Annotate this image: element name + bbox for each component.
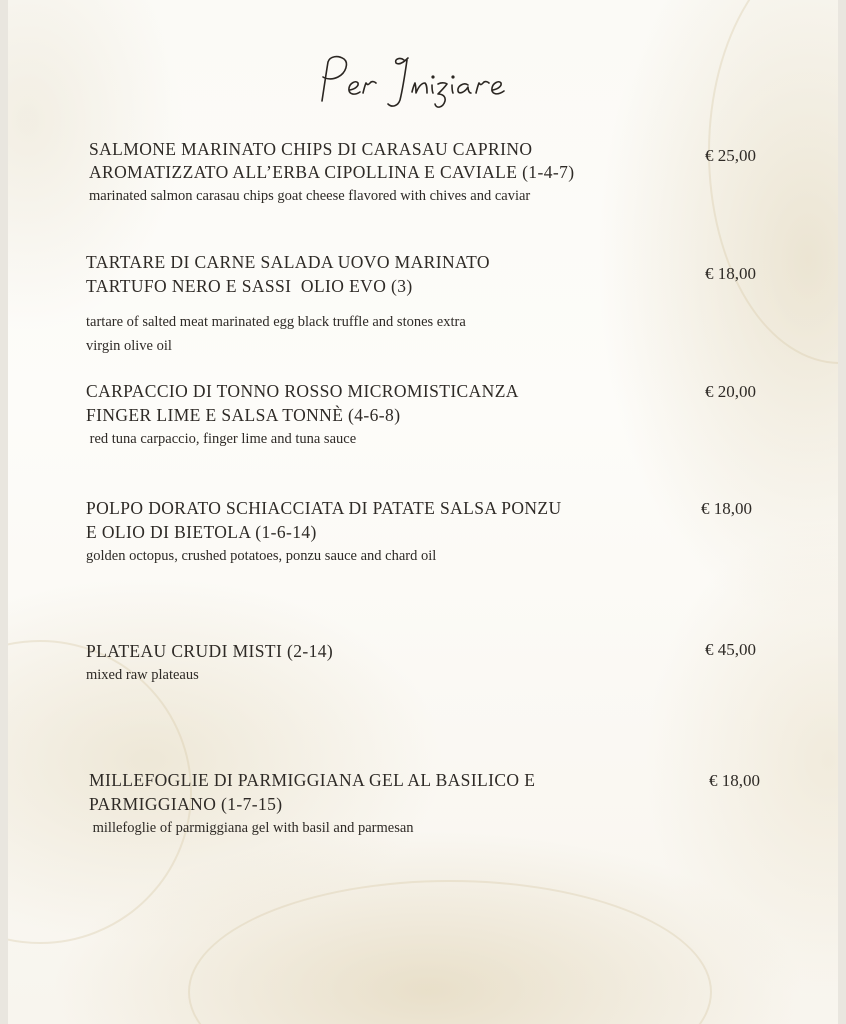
menu-item-price: € 20,00	[705, 382, 756, 401]
menu-item-description: marinated salmon carasau chips goat cheese flavored with chives and caviar	[89, 188, 531, 204]
menu-item-name: MILLEFOGLIE DI PARMIGGIANA GEL AL BASILICO E	[89, 770, 536, 790]
menu-item-price: € 25,00	[705, 146, 756, 165]
menu-item-price: € 18,00	[701, 499, 752, 518]
menu-item-price: € 45,00	[705, 640, 756, 659]
menu-item-name: AROMATIZZATO ALL’ERBA CIPOLLINA E CAVIALE (1-4-7)	[89, 162, 575, 182]
marble-swirl-decoration	[708, 0, 838, 364]
menu-item-name: PLATEAU CRUDI MISTI (2-14)	[86, 641, 334, 661]
menu-item-name: POLPO DORATO SCHIACCIATA DI PATATE SALSA PONZU	[86, 498, 562, 518]
menu-item-description: mixed raw plateaus	[86, 667, 199, 683]
menu-item-name: CARPACCIO DI TONNO ROSSO MICROMISTICANZA	[86, 381, 519, 401]
menu-item-description: tartare of salted meat marinated egg black truffle and stones extra	[86, 314, 466, 330]
menu-item-description: red tuna carpaccio, finger lime and tuna sauce	[86, 431, 357, 447]
menu-item-price: € 18,00	[705, 264, 756, 283]
menu-item-description: golden octopus, crushed potatoes, ponzu sauce and chard oil	[86, 548, 437, 564]
menu-item-name: FINGER LIME E SALSA TONNÈ (4-6-8)	[86, 405, 401, 425]
menu-item-name: E OLIO DI BIETOLA (1-6-14)	[86, 522, 317, 542]
menu-item-name: TARTARE DI CARNE SALADA UOVO MARINATO	[86, 252, 490, 272]
menu-section-title	[308, 46, 558, 116]
menu-page	[8, 0, 838, 1024]
menu-item-name: SALMONE MARINATO CHIPS DI CARASAU CAPRINO	[89, 139, 533, 159]
menu-item-price: € 18,00	[709, 771, 760, 790]
menu-item-name: TARTUFO NERO E SASSI OLIO EVO (3)	[86, 276, 413, 296]
menu-item-name: PARMIGGIANO (1-7-15)	[89, 794, 283, 814]
marble-swirl-decoration	[188, 880, 712, 1024]
menu-item-description: virgin olive oil	[86, 338, 172, 354]
menu-item-description: millefoglie of parmiggiana gel with basil and parmesan	[89, 820, 414, 836]
